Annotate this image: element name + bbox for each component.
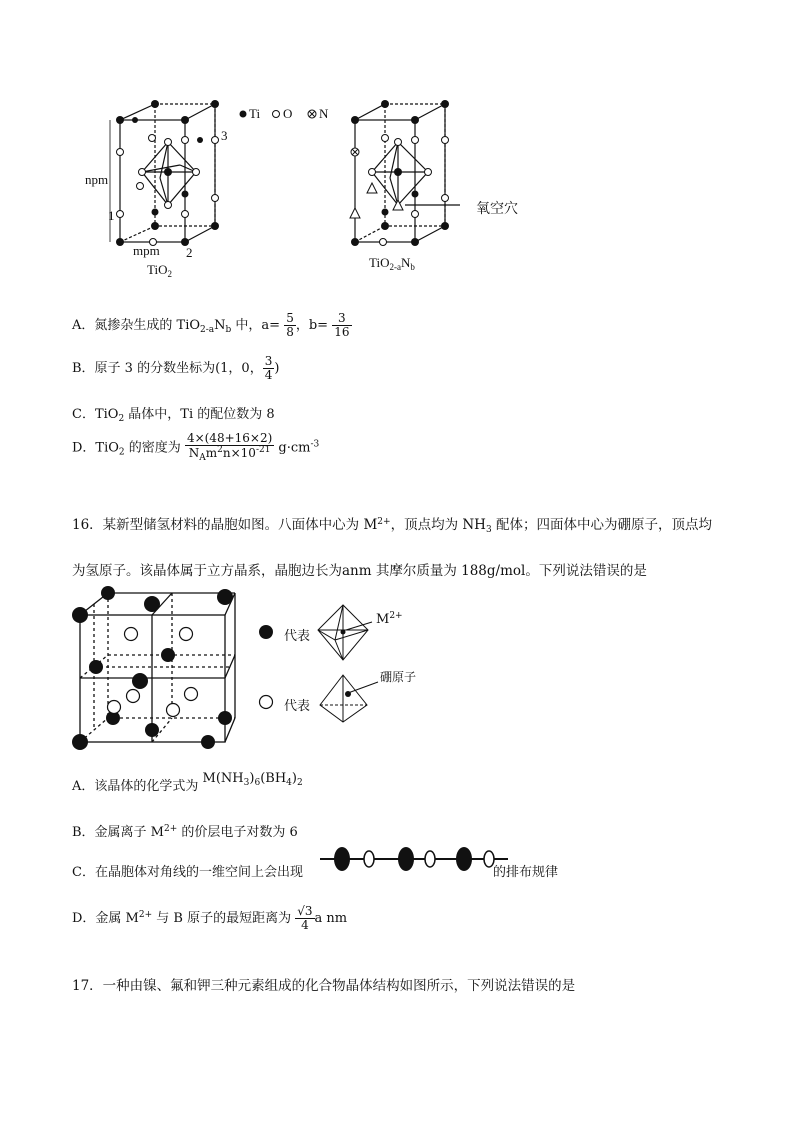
- q15-option-d: D．TiO$_2$ 的密度为 $\frac{4\times(48+16\times 2)}{N_Am^2n\times 10^{-21}}$ $g\cdot cm^{-3}$: [72, 431, 320, 464]
- q16-option-b: B．金属离子 $M^{2+}$ 的价层电子对数为 6: [72, 824, 298, 840]
- legend-white-label: 代表: [284, 699, 311, 714]
- q15-option-c: C．TiO$_2$ 晶体中，Ti 的配位数为 8: [72, 407, 275, 424]
- q15-option-a: A．氮掺杂生成的 $TiO_{2-a}N_b$ 中，a= $\frac{5}{8}$ ，b= $\frac{3}{16}$: [72, 311, 350, 340]
- caption-tio2: TiO$_2$: [147, 262, 172, 279]
- legend-ti-label: Ti: [249, 106, 261, 121]
- q16-option-a: A．该晶体的化学式为 $M(NH_3)_6(BH_4)_2$: [72, 771, 303, 794]
- q16-option-c: C．在晶胞体对角线的一维空间上会出现 的排布规律: [72, 865, 558, 880]
- atom-3-label: 3: [221, 128, 228, 143]
- caption-tio2-an: $TiO_{2-a}N_b$: [369, 255, 415, 272]
- atom-2-label: 2: [186, 245, 193, 260]
- legend-o-label: O: [283, 106, 293, 121]
- octahedron-label: $M^{2+}$: [376, 611, 403, 627]
- legend-n-label: N: [319, 106, 329, 121]
- q16-stem-line1: 16．某新型储氢材料的晶胞如图。八面体中心为 $M^{2+}$，顶点均为 $NH_3$ 配体；四面体中心为硼原子，顶点均: [72, 517, 712, 535]
- legend-black-label: 代表: [284, 629, 311, 644]
- tetrahedron-label: 硼原子: [380, 670, 417, 684]
- q17-stem: 17．一种由镍、氟和钾三种元素组成的化合物晶体结构如图所示，下列说法错误的是: [72, 978, 576, 994]
- mpm-label: mpm: [133, 243, 160, 258]
- q16-option-d: D．金属 $M^{2+}$ 与 B 原子的最短距离为 $\frac{√3}{4}$ a nm: [72, 904, 348, 933]
- q16-stem-line2: 为氢原子。该晶体属于立方晶系，晶胞边长为anm 其摩尔质量为 188g/mol。下列说法错误的是: [72, 563, 647, 579]
- npm-label: npm: [85, 172, 109, 187]
- q15-option-b: B．原子 3 的分数坐标为(1，0， $\frac{3}{4}$ ): [72, 354, 280, 383]
- oxygen-vacancy-label: 氧空穴: [476, 201, 518, 217]
- atom-1-label: 1: [108, 208, 115, 223]
